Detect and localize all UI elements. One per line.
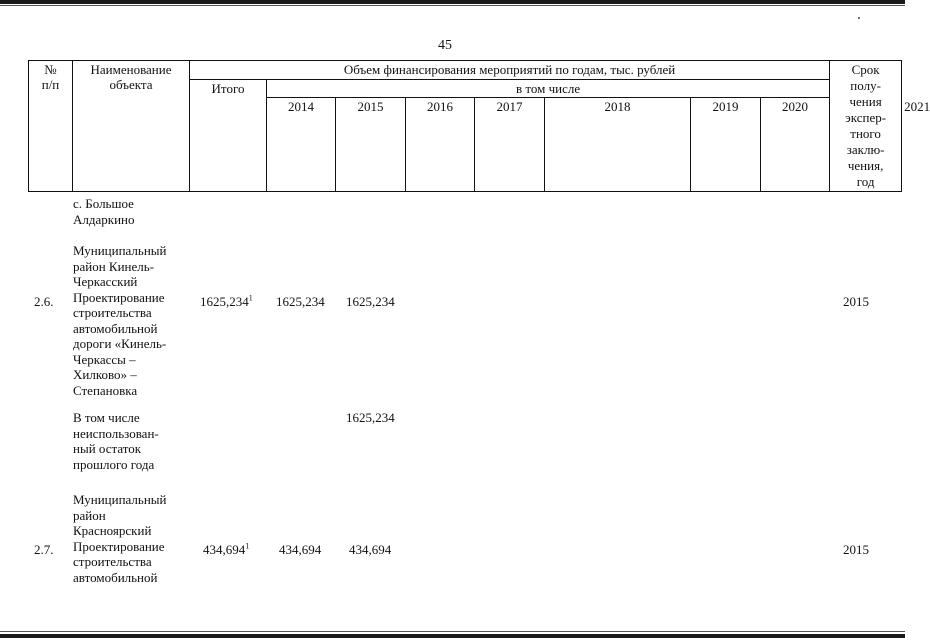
year-2015-value: 1625,234 bbox=[346, 410, 395, 425]
year-2015-value: 434,694 bbox=[349, 542, 392, 557]
year-2015-value: 1625,234 bbox=[346, 294, 395, 309]
year-header: 2015 bbox=[336, 98, 406, 192]
scan-speck bbox=[858, 17, 860, 19]
year-2014-value: 434,694 bbox=[279, 542, 322, 557]
row-number: 2.7. bbox=[34, 542, 54, 557]
total-column-header: Итого bbox=[190, 80, 267, 192]
page-number: 45 bbox=[438, 38, 452, 53]
continued-object-name: с. Большое Алдаркино bbox=[73, 196, 135, 227]
top-scan-border-thin bbox=[0, 5, 905, 6]
top-scan-border bbox=[0, 0, 905, 4]
year-header: 2018 bbox=[545, 98, 691, 192]
year-header: 2019 bbox=[691, 98, 761, 192]
num-column-header: № п/п bbox=[29, 61, 73, 192]
including-header: в том числе bbox=[267, 80, 830, 98]
object-name-2-6: Муниципальный район Кинель- Черкасский Проектирование строительства автомобильной дороги «Кинель- Черкассы – Хилково» – Степановка bbox=[73, 243, 167, 398]
row-number: 2.6. bbox=[34, 294, 54, 309]
total-value: 1625,234$^1$ bbox=[200, 293, 253, 309]
year-header: 2014 bbox=[267, 98, 336, 192]
term-column-header: Срок полу- чения экспер- тного заклю- чения, год bbox=[830, 61, 902, 192]
volume-header: Объем финансирования мероприятий по годам, тыс. рублей bbox=[190, 61, 830, 80]
term-value: 2015 bbox=[843, 294, 869, 309]
year-header: 2020 bbox=[761, 98, 830, 192]
table-header: № п/п Наименование объекта Объем финансирования мероприятий по годам, тыс. рублей Срок полу- чения экспер- тного заклю- чения, год Итого в том числе 2014 2015 2016 2017 2018 2019 2020 2021 bbox=[28, 60, 902, 192]
year-2014-value: 1625,234 bbox=[276, 294, 325, 309]
total-value: 434,694$^1$ bbox=[203, 541, 250, 557]
term-value: 2015 bbox=[843, 542, 869, 557]
bottom-scan-border bbox=[0, 634, 905, 638]
object-name-2-7: Муниципальный район Красноярский Проектирование строительства автомобильной bbox=[73, 492, 167, 585]
year-header: 2016 bbox=[406, 98, 475, 192]
bottom-scan-border-thin bbox=[0, 631, 905, 632]
object-subrow-name: В том числе неиспользован- ный остаток прошлого года bbox=[73, 410, 159, 472]
name-column-header: Наименование объекта bbox=[73, 61, 190, 192]
year-header: 2017 bbox=[475, 98, 545, 192]
